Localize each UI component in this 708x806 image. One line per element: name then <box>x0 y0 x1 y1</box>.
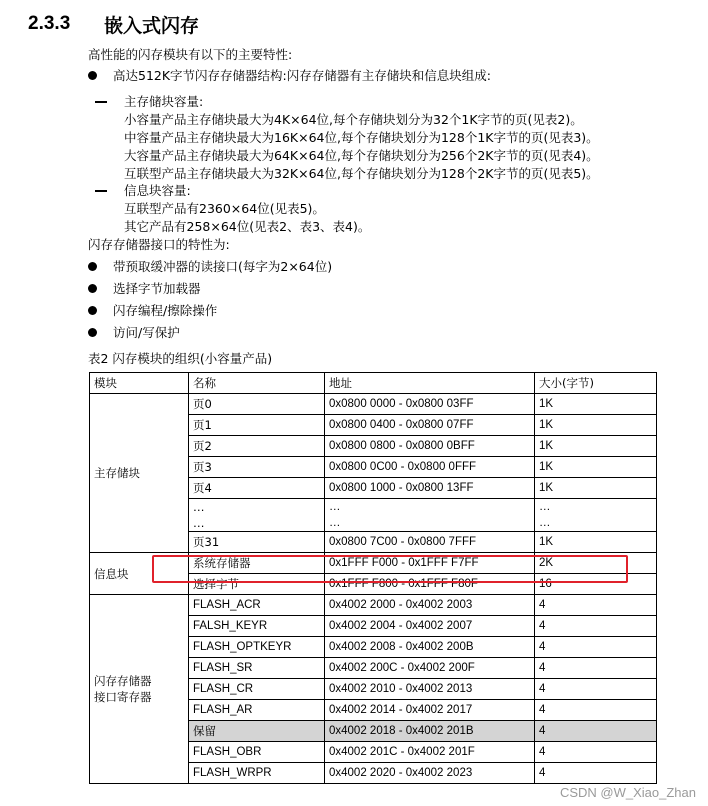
cell-size: 4 <box>535 763 657 784</box>
interface-bullet: 闪存编程/擦除操作 <box>113 303 218 318</box>
table-caption: 表2 闪存模块的组织(小容量产品) <box>88 351 273 366</box>
watermark: CSDN @W_Xiao_Zhan <box>559 785 696 800</box>
cell-name: 页4 <box>189 478 325 499</box>
cell-name: FLASH_SR <box>189 658 325 679</box>
cell-address: 0x4002 200C - 0x4002 200F <box>325 658 535 679</box>
cell-size: 16 <box>535 574 657 595</box>
flash-organization-table <box>89 372 657 784</box>
section-heading <box>28 6 199 42</box>
cell-size: 1K <box>535 478 657 499</box>
cell-name: FLASH_OPTKEYR <box>189 637 325 658</box>
cell-size: … <box>535 515 657 532</box>
cell-size: 4 <box>535 658 657 679</box>
header-module: 模块 <box>90 373 189 394</box>
cell-name: 页1 <box>189 415 325 436</box>
cell-name: FLASH_CR <box>189 679 325 700</box>
main-block-line: 中容量产品主存储块最大为16K×64位,每个存储块划分为128个1K字节的页(见表3)。 <box>124 130 599 145</box>
cell-address: 0x4002 2008 - 0x4002 200B <box>325 637 535 658</box>
cell-size: … <box>535 499 657 516</box>
cell-address: 0x4002 2014 - 0x4002 2017 <box>325 700 535 721</box>
info-block-label: 信息块容量: <box>124 183 191 198</box>
cell-address: 0x4002 2020 - 0x4002 2023 <box>325 763 535 784</box>
group-info-block: 信息块 <box>90 553 189 595</box>
cell-address: 0x0800 0800 - 0x0800 0BFF <box>325 436 535 457</box>
cell-address: 0x0800 0400 - 0x0800 07FF <box>325 415 535 436</box>
bullet-dot <box>88 71 97 80</box>
header-address: 地址 <box>325 373 535 394</box>
cell-address: … <box>325 515 535 532</box>
section-number: 2.3.3 <box>28 13 71 34</box>
cell-address: 0x0800 0000 - 0x0800 03FF <box>325 394 535 415</box>
cell-name: FLASH_OBR <box>189 742 325 763</box>
bullet-dot <box>88 262 97 271</box>
cell-name: 页3 <box>189 457 325 478</box>
cell-address: 0x1FFF F000 - 0x1FFF F7FF <box>325 553 535 574</box>
section-title: 嵌入式闪存 <box>104 14 200 37</box>
group-main-block: 主存储块 <box>90 394 189 553</box>
cell-size: 4 <box>535 637 657 658</box>
cell-name: FLASH_AR <box>189 700 325 721</box>
group-register-block <box>90 595 189 784</box>
header-size: 大小(字节) <box>535 373 657 394</box>
group-register-label-line1: 闪存存储器 <box>94 674 152 688</box>
header-name: 名称 <box>189 373 325 394</box>
cell-address: 0x1FFF F800 - 0x1FFF F80F <box>325 574 535 595</box>
cell-name: FLASH_WRPR <box>189 763 325 784</box>
cell-size: 1K <box>535 415 657 436</box>
cell-size: 1K <box>535 532 657 553</box>
cell-size: 4 <box>535 616 657 637</box>
cell-size: 4 <box>535 679 657 700</box>
bullet-flash-structure: 高达512K字节闪存存储器结构:闪存存储器有主存储块和信息块组成: <box>113 68 491 83</box>
cell-size: 4 <box>535 721 657 742</box>
cell-address: 0x4002 2010 - 0x4002 2013 <box>325 679 535 700</box>
table-header-row <box>90 373 657 394</box>
interface-bullet: 访问/写保护 <box>113 325 180 340</box>
table-row <box>90 595 657 616</box>
cell-name: 页31 <box>189 532 325 553</box>
info-block-line: 互联型产品有2360×64位(见表5)。 <box>124 201 325 216</box>
cell-size: 1K <box>535 394 657 415</box>
bullet-dot <box>88 306 97 315</box>
main-block-label: 主存储块容量: <box>124 94 204 109</box>
info-block-line: 其它产品有258×64位(见表2、表3、表4)。 <box>124 219 371 234</box>
main-block-line: 互联型产品主存储块最大为32K×64位,每个存储块划分为128个2K字节的页(见表5)。 <box>124 166 599 181</box>
intro-text: 高性能的闪存模块有以下的主要特性: <box>88 47 293 62</box>
cell-name: FLASH_ACR <box>189 595 325 616</box>
cell-address: … <box>325 499 535 516</box>
interface-bullet: 选择字节加载器 <box>113 281 201 296</box>
cell-size: 4 <box>535 595 657 616</box>
cell-address: 0x4002 201C - 0x4002 201F <box>325 742 535 763</box>
main-block-line: 大容量产品主存储块最大为64K×64位,每个存储块划分为256个2K字节的页(见表4)。 <box>124 148 599 163</box>
table-row <box>90 553 657 574</box>
cell-name: 保留 <box>189 721 325 742</box>
cell-address: 0x4002 2000 - 0x4002 2003 <box>325 595 535 616</box>
interface-intro: 闪存存储器接口的特性为: <box>88 237 230 252</box>
cell-name: 选择字节 <box>189 574 325 595</box>
cell-size: 2K <box>535 553 657 574</box>
cell-address: 0x0800 7C00 - 0x0800 7FFF <box>325 532 535 553</box>
cell-name: … <box>189 499 325 516</box>
bullet-dot <box>88 328 97 337</box>
cell-size: 4 <box>535 700 657 721</box>
table-row <box>90 394 657 415</box>
cell-size: 1K <box>535 457 657 478</box>
dash-marker <box>95 101 107 103</box>
cell-address: 0x4002 2018 - 0x4002 201B <box>325 721 535 742</box>
cell-name: 系统存储器 <box>189 553 325 574</box>
bullet-dot <box>88 284 97 293</box>
cell-name: 页0 <box>189 394 325 415</box>
dash-marker <box>95 190 107 192</box>
cell-address: 0x0800 0C00 - 0x0800 0FFF <box>325 457 535 478</box>
main-block-line: 小容量产品主存储块最大为4K×64位,每个存储块划分为32个1K字节的页(见表2)。 <box>124 112 583 127</box>
cell-address: 0x0800 1000 - 0x0800 13FF <box>325 478 535 499</box>
cell-name: … <box>189 515 325 532</box>
interface-bullet: 带预取缓冲器的读接口(每字为2×64位) <box>113 259 333 274</box>
cell-name: 页2 <box>189 436 325 457</box>
group-register-label-line2: 接口寄存器 <box>94 690 152 704</box>
cell-size: 1K <box>535 436 657 457</box>
cell-address: 0x4002 2004 - 0x4002 2007 <box>325 616 535 637</box>
cell-name: FALSH_KEYR <box>189 616 325 637</box>
cell-size: 4 <box>535 742 657 763</box>
